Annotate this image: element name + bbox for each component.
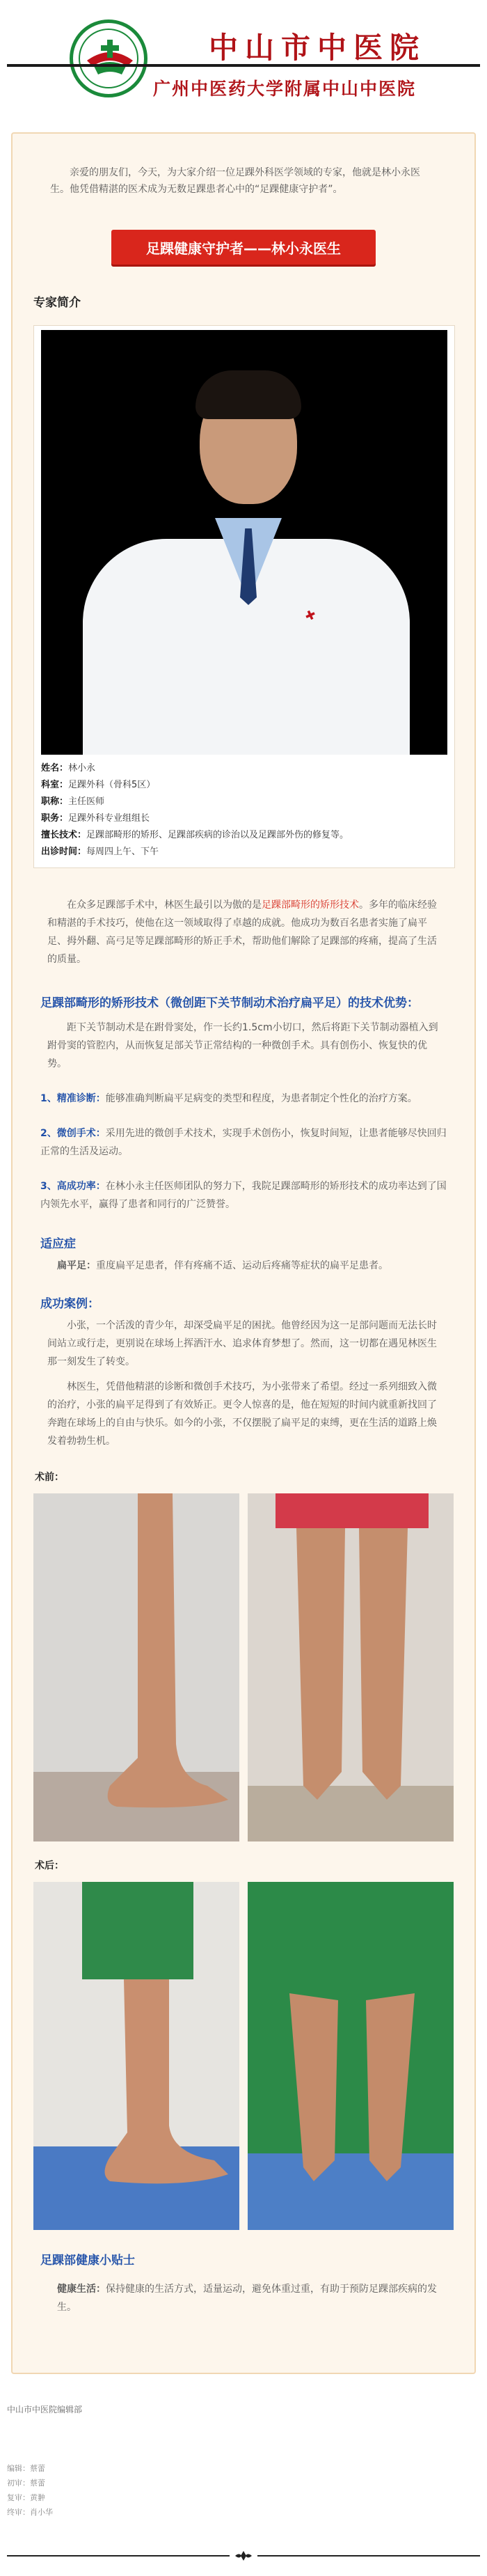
- case-paragraph-1: 小张，一个活泼的青少年，却深受扁平足的困扰。他曾经因为这一足部问题而无法长时间站立或行走，更别说在球场上挥洒汗水、追求体育梦想了。然而，这一切都在遇见林医生那一刻发生了转变。: [47, 1320, 437, 1367]
- after-photo-side: [33, 1882, 239, 2230]
- before-photo-side: [33, 1493, 239, 1841]
- info-specialty: 擅长技术：足踝部畸形的矫形、足踝部疾病的诊治以及足踝部外伤的修复等。: [41, 830, 349, 840]
- tips-text: 健康生活：保持健康的生活方式，适量运动，避免体重过重，有助于预防足踝部疾病的发生。: [57, 2284, 437, 2313]
- footer-ornament-icon: [230, 2550, 257, 2562]
- before-label: 术前：: [35, 1472, 64, 1483]
- intro-paragraph: 亲爱的朋友们，今天，为大家介绍一位足踝外科医学领域的专家，他就是林小永医生。他凭借精湛的医术成为无数足踝患者心中的“足踝健康守护者”。: [50, 167, 420, 195]
- indication-heading: 适应症: [40, 1237, 76, 1251]
- profile-heading: 专家简介: [33, 296, 81, 310]
- info-title: 职称：主任医师: [41, 796, 105, 807]
- case-heading: 成功案例：: [40, 1297, 99, 1311]
- after-label: 术后：: [35, 1860, 64, 1871]
- article-footer: [0, 2388, 487, 2520]
- info-name: 姓名：林小永: [41, 763, 96, 773]
- logo-emblem-icon: [79, 29, 138, 88]
- hospital-affiliation: 广州中医药大学附属中山中医院: [153, 79, 417, 99]
- after-photos: [33, 1882, 454, 2230]
- hospital-logo: [70, 19, 147, 97]
- indication-text: 扁平足：重度扁平足患者，伴有疼痛不适、运动后疼痛等症状的扁平足患者。: [57, 1260, 388, 1271]
- credit-second-review: 复审：黄翀: [7, 2493, 45, 2502]
- editorial-credits: [7, 2461, 480, 2520]
- hospital-header: [0, 0, 487, 118]
- doctor-portrait: [41, 330, 447, 755]
- title-ribbon: 足踝健康守护者——林小永医生: [111, 230, 376, 265]
- coat-emblem-icon: ✚: [303, 606, 319, 625]
- doctor-info: [41, 760, 447, 861]
- article-card: [11, 132, 476, 2374]
- before-photo-back: [248, 1493, 454, 1841]
- advantage-3: 3、高成功率：在林小永主任医师团队的努力下，我院足踝部畸形的矫形技术的成功率达到了国内领先水平，赢得了患者和同行的广泛赞誉。: [40, 1181, 447, 1210]
- hospital-name: 中山市中医院: [209, 31, 426, 65]
- specialty-paragraph: 在众多足踝部手术中，林医生最引以为傲的是足踝部畸形的矫形技术。多年的临床经验和精湛的手术技巧，使他在这一领域取得了卓越的成就。他成功为数百名患者实施了扁平足、拇外翻、高弓足等足踝部畸形的矫正手术，帮助他们解除了足踝部的疼痛，提高了生活的质量。: [47, 900, 437, 965]
- credit-final-review: 终审：肖小华: [7, 2508, 53, 2517]
- info-position: 职务：足踝外科专业组组长: [41, 813, 150, 824]
- specialty-highlight: 足踝部畸形的矫形技术: [262, 900, 359, 911]
- after-photo-back: [248, 1882, 454, 2230]
- credit-editor: 编辑：蔡蕾: [7, 2464, 45, 2473]
- technique-heading: 足踝部畸形的矫形技术（微创距下关节制动术治疗扁平足）的技术优势：: [40, 996, 419, 1010]
- info-clinic-hours: 出诊时间：每周四上午、下午: [41, 847, 159, 857]
- before-photos: [33, 1493, 454, 1841]
- advantage-1: 1、精准诊断：能够准确判断扁平足病变的类型和程度，为患者制定个性化的治疗方案。: [40, 1093, 417, 1104]
- advantage-2: 2、微创手术：采用先进的微创手术技术，实现手术创伤小，恢复时间短，让患者能够尽快回归正常的生活及运动。: [40, 1128, 447, 1157]
- case-paragraph-2: 林医生，凭借他精湛的诊断和微创手术技巧，为小张带来了希望。经过一系列细致入微的治疗，小张的扁平足得到了有效矫正。更令人惊喜的是，他在短短的时间内就重新找回了奔跑在球场上的自由与快乐。如今的小张，不仅摆脱了扁平足的束缚，更在生活的道路上焕发着勃勃生机。: [47, 1381, 437, 1447]
- editorial-source: 中山市中医院编辑部: [7, 2405, 83, 2414]
- technique-intro: 距下关节制动术是在跗骨窦处，作一长约1.5cm小切口，然后将距下关节制动器植入到跗骨窦的管腔内，从而恢复足部关节正常结构的一种微创手术。具有创伤小、恢复快的优势。: [47, 1022, 438, 1069]
- tips-heading: 足踝部健康小贴士: [40, 2254, 135, 2268]
- info-department: 科室：足踝外科（骨科5区）: [41, 780, 156, 790]
- credit-first-review: 初审：蔡蕾: [7, 2479, 45, 2488]
- doctor-profile-frame: [33, 325, 455, 868]
